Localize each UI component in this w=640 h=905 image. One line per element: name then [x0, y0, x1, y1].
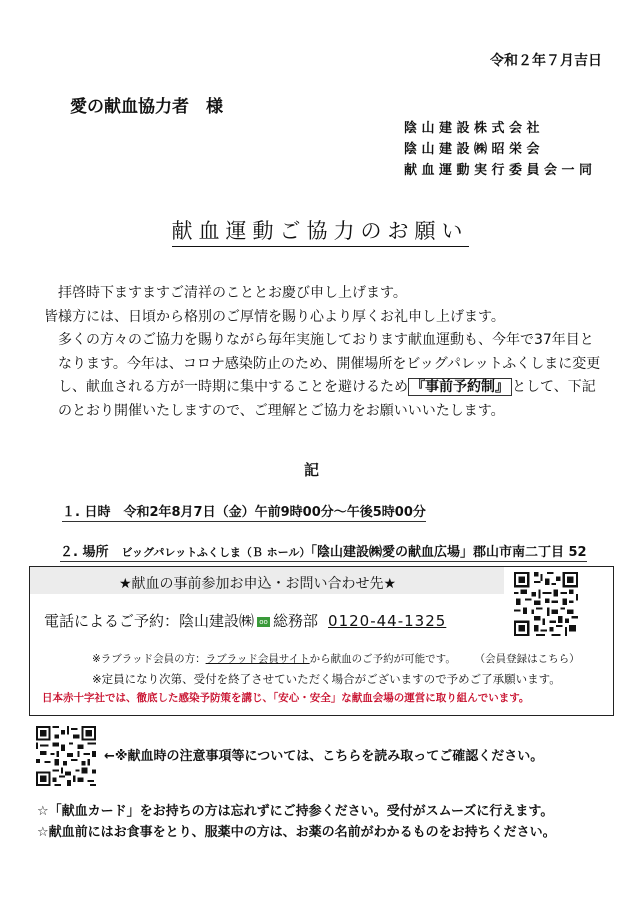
addressee: 愛の献血協力者 様	[70, 97, 223, 117]
meal-medicine-note: ☆献血前にはお食事をとり、服薬中の方は、お薬の名前がわかるものをお持ちください。	[37, 825, 556, 840]
main-text-before: 多くの方々のご協力を賜りながら毎年実施しております献血運動も、今年で37年目となります。今年は、コロナ感染防止のため、開催場所をビッグパレットふくしまに変更し、献血される方が一時期に集中することを避けるため	[58, 332, 601, 395]
qr-instruction: ←※献血時の注意事項等については、こちらを読み取ってご確認ください。	[104, 749, 544, 764]
phone-label: 電話によるご予約：陰山建設㈱	[44, 612, 255, 630]
thanks-paragraph: 皆様方には、日頃から格別のご厚情を賜り心より厚くお礼申し上げます。	[44, 308, 505, 325]
red-cross-note: 日本赤十字社では、徹底した感染予防策を講じ、「安心・安全」な献血会場の運営に取り組んでいます。	[42, 692, 530, 704]
contact-title: ★献血の事前参加お申込・お問い合わせ先★	[119, 576, 397, 592]
datetime-item: １. 日時 令和2年8月7日（金）午前9時00分～午後5時00分	[62, 501, 426, 522]
location-item	[60, 541, 587, 562]
phone-line	[44, 610, 446, 631]
contact-box	[29, 566, 614, 716]
venue-name: ビッグパレットふくしま（Ｂ ホール）	[121, 546, 311, 559]
labblad-site-link[interactable]: ラブラッド会員サイト	[205, 653, 310, 665]
labblad-note	[92, 651, 580, 666]
reservation-emphasis: 『事前予約制』	[408, 378, 512, 396]
ki-heading: 記	[304, 461, 320, 479]
venue-detail: 「陰山建設㈱愛の献血広場」郡山市南二丁目 52	[310, 545, 587, 560]
bottom-notes	[37, 801, 556, 843]
location-prefix: ２. 場所	[60, 545, 122, 560]
sender-line: 陰山建設株式会社	[404, 121, 545, 136]
main-paragraph	[44, 329, 604, 423]
sender-line: 陰山建設㈱昭栄会	[404, 142, 545, 157]
main-text-after: として、下記のとおり開催いたしますので、ご理解とご協力をお願いいいたします。	[58, 379, 596, 419]
qr-code-icon[interactable]	[36, 726, 96, 786]
member-registration-link[interactable]: （会員登録はこちら）	[479, 653, 580, 665]
ro-mark-icon: oo	[257, 617, 270, 627]
letter-body	[44, 282, 604, 423]
department: 総務部	[273, 612, 319, 630]
sender-line: 献血運動実行委員会一同	[404, 163, 597, 178]
note1-suffix: から献血のご予約が可能です。	[309, 653, 456, 665]
issue-date: 令和２年７月吉日	[490, 53, 602, 69]
capacity-note: ※定員になり次第、受付を終了させていただく場合がございますので予めご了承願います。	[92, 672, 561, 686]
greeting-paragraph: 拝啓時下ますますご清祥のこととお慶び申し上げます。	[58, 285, 407, 301]
donor-card-note: ☆「献血カード」をお持ちの方は忘れずにご持参ください。受付がスムーズに行えます。	[37, 804, 554, 819]
title-text: 献血運動ご協力のお願い	[172, 219, 469, 247]
qr-code-icon[interactable]	[514, 572, 578, 636]
page-title	[0, 215, 640, 245]
senders-block	[404, 118, 597, 181]
phone-number[interactable]: 0120-44-1325	[328, 612, 447, 630]
note1-prefix: ※ラブラッド会員の方：	[92, 653, 206, 665]
